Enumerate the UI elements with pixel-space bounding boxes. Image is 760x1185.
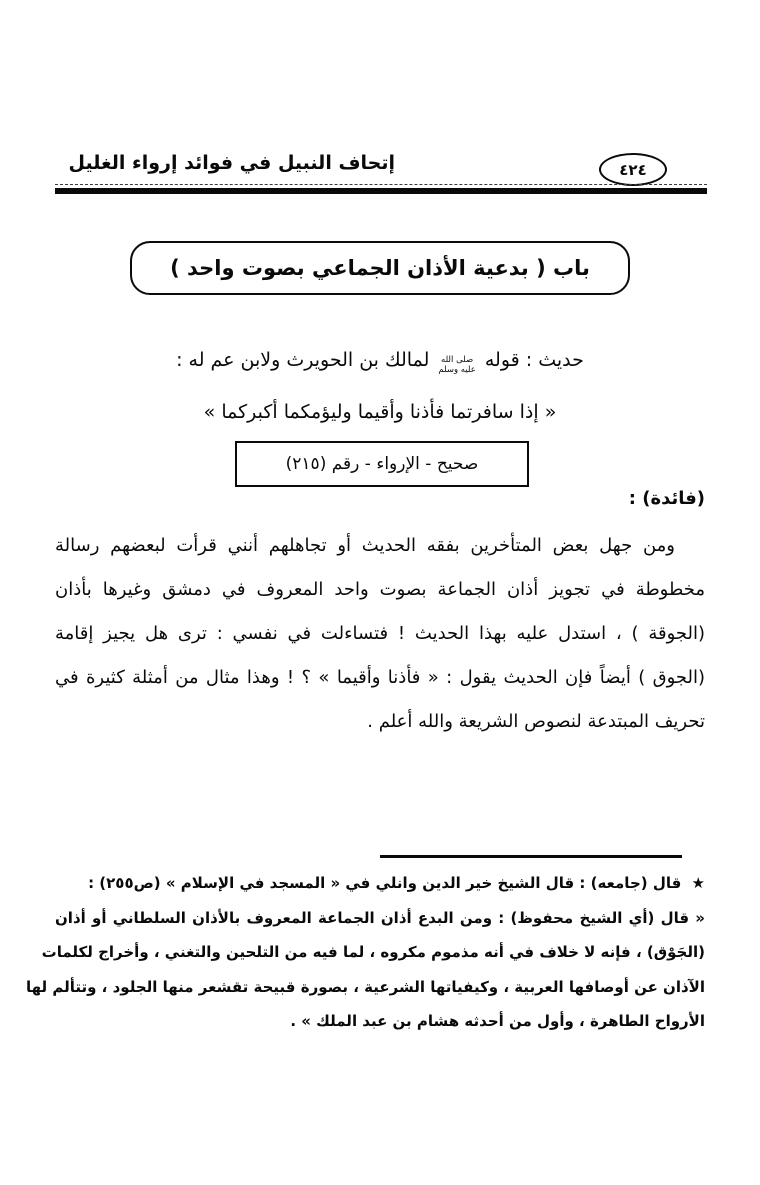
page-number-badge [599, 153, 667, 186]
body-line: تحريف المبتدعة لنصوص الشريعة والله أعلم . [367, 711, 705, 732]
body-line: (الجوق ) أيضاً فإن الحديث يقول : « فأذنا وأقيما » ؟ ! وهذا مثال من أمثلة كثيرة في [55, 667, 705, 688]
footnote-line: « قال (أي الشيخ محفوظ) : ومن البدع أذان الجماعة المعروف بالأذان السلطاني أو أذان [55, 908, 705, 927]
hadith-block [55, 334, 705, 438]
hadith-intro-after: لمالك بن الحويرث ولابن عم له : [176, 349, 430, 371]
hadith-text-line: « إذا سافرتما فأذنا وأقيما وليؤمكما أكبركما » [203, 401, 557, 423]
page-number: ٤٢٤ [619, 160, 647, 179]
chapter-title-box [130, 241, 630, 295]
body-paragraph [55, 524, 705, 744]
body-line: ومن جهل بعض المتأخرين بفقه الحديث أو تجاهلهم أنني قرأت لبعضهم رسالة [55, 535, 675, 556]
body-line: مخطوطة في تجويز أذان الجماعة بصوت واحد المعروف في دمشق وغيرها بأذان [55, 579, 705, 600]
hadith-grading-text: صحيح - الإرواء - رقم (٢١٥) [285, 454, 479, 474]
header-divider-thick-line [55, 188, 707, 194]
header-divider [55, 184, 707, 194]
footnote-block [25, 866, 705, 1039]
pbuh-honorific-icon: صلى الله عليه وسلم [438, 355, 476, 375]
star-icon: ★ [691, 874, 705, 892]
footnote-line: الآذان عن أوصافها العربية ، وكيفياتها الشرعية ، بصورة قبيحة تقشعر منها الجلود ، وتتألم لها [25, 977, 705, 996]
hadith-intro-line [55, 334, 705, 386]
hadith-grading-box [235, 441, 529, 487]
chapter-title: باب ( بدعية الأذان الجماعي بصوت واحد ) [170, 256, 590, 280]
footnote-line: (الجَوْق) ، فإنه لا خلاف في أنه مذموم مكروه ، لما فيه من التلحين والتغني ، وأخراج لكلمات [41, 943, 705, 961]
footnote-line: الأرواح الطاهرة ، وأول من أحدثه هشام بن عبد الملك » . [290, 1012, 705, 1030]
book-title: إتحاف النبيل في فوائد إرواء الغليل [68, 152, 395, 174]
hadith-intro-before: حديث : قوله [484, 349, 584, 371]
body-line: (الجوقة ) ، استدل عليه بهذا الحديث ! فتساءلت في نفسي : ترى هل يجيز إقامة [55, 623, 705, 644]
footnote-separator [380, 855, 682, 858]
footnote-header-text: قال (جامعه) : قال الشيخ خير الدين وانلي في « المسجد في الإسلام » (ص٢٥٥) : [88, 874, 682, 892]
footnote-header-line [55, 866, 705, 901]
faida-heading: (فائدة) : [628, 488, 705, 509]
